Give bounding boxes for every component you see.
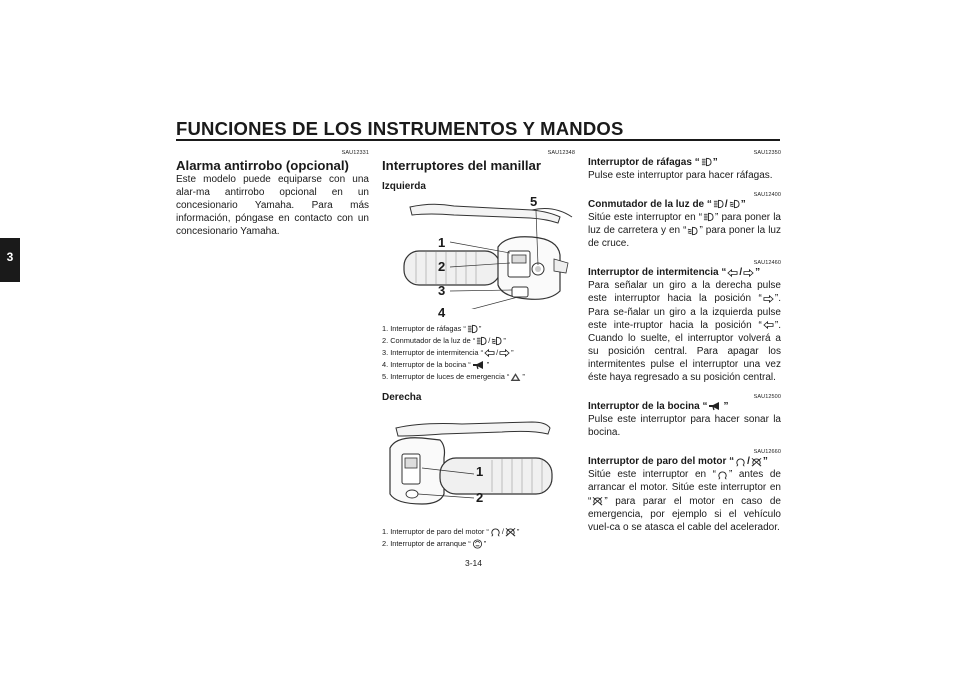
callout-1: 1	[476, 464, 484, 479]
left-handlebar-figure	[382, 193, 575, 320]
caption-item: 1. Interruptor de ráfagas “ ”	[382, 324, 482, 333]
engine-run-icon	[490, 527, 501, 537]
callout-2: 2	[438, 259, 446, 274]
subheading-left: Izquierda	[382, 181, 426, 192]
high-beam-icon	[467, 324, 478, 334]
callout-1: 1	[438, 235, 446, 250]
engine-stop-icon	[751, 457, 762, 467]
high-beam-icon	[713, 199, 724, 209]
caption-item: 5. Interruptor de luces de emergencia “ ”	[382, 372, 525, 381]
page-title: FUNCIONES DE LOS INSTRUMENTOS Y MANDOS	[176, 118, 624, 139]
section-body: Sitúe este interruptor en “ ” antes de arrancar el motor. Sitúe este interruptor en “ ” para parar el motor en caso de emergencia, por ejemplo si el vehículo vuel-ca o se atasca el cable del acelerador.	[588, 469, 781, 533]
starter-icon	[472, 539, 483, 549]
section-heading: Interruptor de paro del motor “ / ”	[588, 456, 768, 468]
section-dimmer	[588, 192, 781, 250]
engine-stop-icon	[505, 527, 516, 537]
section-passing	[588, 150, 781, 182]
section-code: SAU12348	[547, 150, 575, 156]
section-heading: Interruptor de ráfagas “ ”	[588, 157, 718, 168]
column-switch-descriptions	[588, 150, 781, 534]
section-body: Pulse este interruptor para hacer ráfagas.	[588, 170, 773, 181]
callout-5: 5	[530, 194, 538, 209]
column-alarm	[176, 150, 369, 238]
low-beam-icon	[687, 226, 698, 236]
section-heading: Interruptor de la bocina “ ”	[588, 401, 729, 413]
section-heading-switches: Interruptores del manillar	[382, 158, 542, 173]
caption-item: 2. Interruptor de arranque “ ”	[382, 539, 487, 548]
high-beam-icon	[701, 157, 712, 167]
right-handlebar-figure	[382, 408, 575, 522]
subheading-right: Derecha	[382, 392, 422, 403]
caption-item: 1. Interruptor de paro del motor “ / ”	[382, 527, 520, 536]
engine-run-icon	[735, 457, 746, 467]
hazard-icon	[510, 372, 521, 382]
turn-right-icon	[499, 348, 510, 358]
low-beam-icon	[729, 199, 740, 209]
turn-left-icon	[727, 268, 738, 278]
horn-icon	[708, 401, 722, 411]
column-handlebar-switches	[382, 150, 575, 550]
engine-stop-icon	[592, 496, 603, 506]
section-heading: Conmutador de la luz de “ / ”	[588, 199, 746, 211]
caption-item: 2. Conmutador de la luz de “ / ”	[382, 336, 506, 345]
section-heading: Interruptor de intermitencia “ / ”	[588, 267, 761, 279]
caption-item: 4. Interruptor de la bocina “ ”	[382, 360, 490, 369]
page-number: 3-14	[465, 558, 483, 568]
caption-item: 3. Interruptor de intermitencia “ / ”	[382, 348, 514, 357]
left-handlebar-illustration	[382, 193, 575, 309]
section-body: Pulse este interruptor para hacer sonar la bocina.	[588, 414, 781, 439]
high-beam-icon	[476, 336, 487, 346]
section-engine-stop	[588, 449, 781, 533]
section-body: Para señalar un giro a la derecha pulse este interruptor hacia la posición “ ”. Para se-ñalar un giro a la izquierda pulse este inte-rruptor hacia la posición “ ”. Cuando lo suelte, el interruptor volverá a su posición central. Para apagar los intermitentes pulse el interruptor una vez éste haya regresado a su posición central.	[588, 280, 781, 384]
horn-icon	[472, 360, 486, 370]
turn-left-icon	[763, 320, 774, 330]
callout-2: 2	[476, 490, 484, 505]
left-caption-list	[382, 323, 575, 383]
callout-4: 4	[438, 305, 446, 320]
section-code: SAU12350	[753, 150, 781, 156]
section-turn-signal	[588, 260, 781, 384]
turn-right-icon	[763, 294, 774, 304]
turn-left-icon	[484, 348, 495, 358]
section-code: SAU12660	[753, 449, 781, 456]
right-caption-list	[382, 526, 575, 550]
high-beam-icon	[703, 212, 714, 222]
section-body: Sitúe este interruptor en “ ” para poner la luz de carretera y en “ ” para poner la luz de cruce.	[588, 212, 781, 250]
low-beam-icon	[491, 336, 502, 346]
callout-3: 3	[438, 283, 446, 298]
section-code: SAU12400	[753, 192, 781, 199]
section-horn	[588, 394, 781, 439]
turn-right-icon	[743, 268, 754, 278]
header-divider	[176, 139, 780, 141]
engine-run-icon	[717, 470, 728, 480]
section-code: SAU12331	[341, 150, 369, 156]
section-code: SAU12460	[753, 260, 781, 267]
chapter-number: 3	[6, 250, 14, 264]
section-heading-alarm: Alarma antirrobo (opcional)	[176, 158, 349, 173]
section-code: SAU12500	[753, 394, 781, 401]
section-body-alarm: Este modelo puede equiparse con una alar-ma antirrobo opcional en un concesionario Yamaha. Para más información, póngase en contacto con un concesionario Yamaha.	[176, 174, 369, 238]
